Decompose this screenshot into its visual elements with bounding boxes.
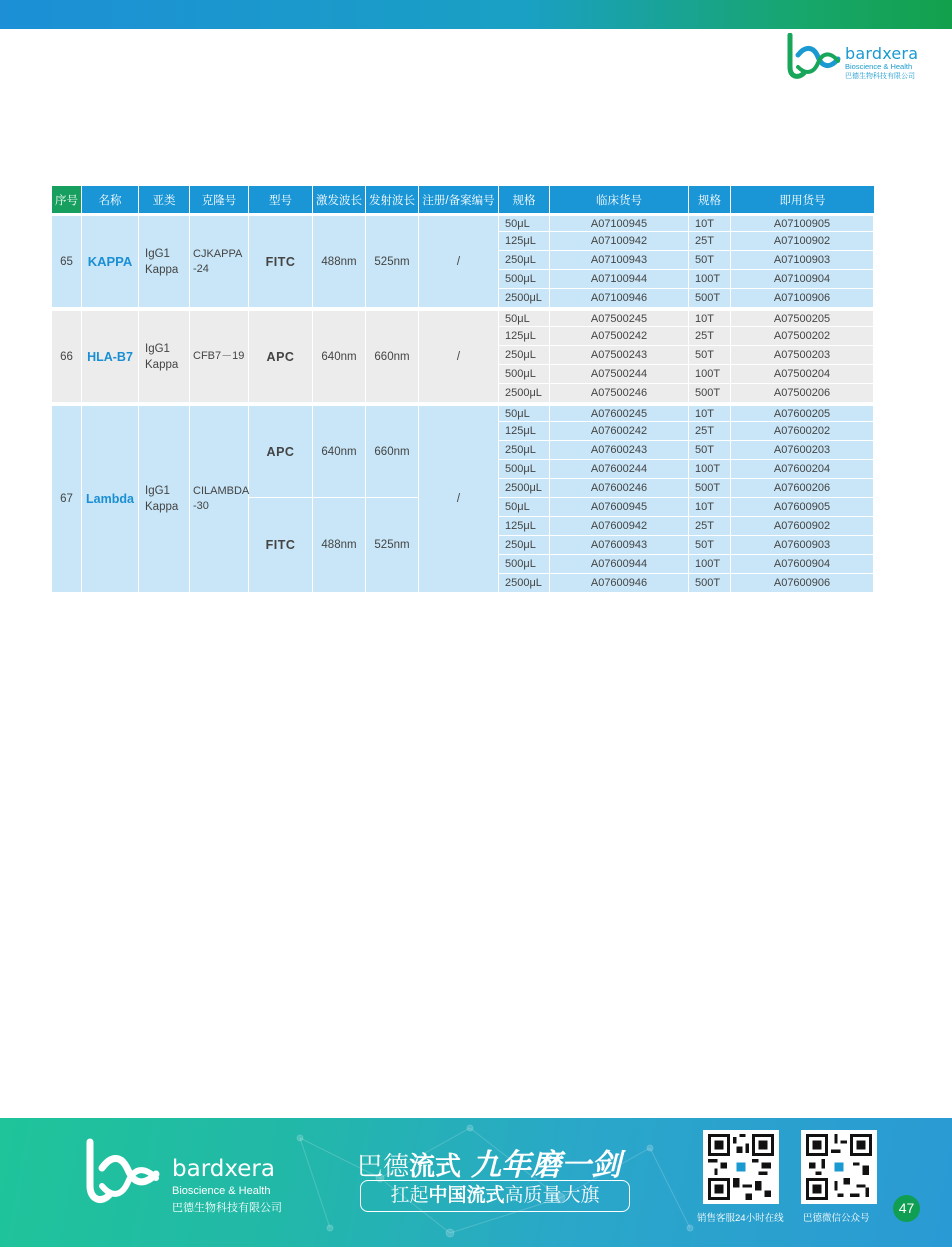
clinical-catalog-number: A07500243 <box>550 346 689 365</box>
clinical-spec: 250μL <box>499 251 550 270</box>
clinical-catalog-number: A07600243 <box>550 441 689 460</box>
table-row <box>52 308 874 327</box>
ready-spec: 100T <box>689 270 731 289</box>
fluorochrome: APC <box>249 403 313 498</box>
header-brand-sub-en: Bioscience & Health <box>845 62 913 71</box>
product-table <box>52 186 874 593</box>
clinical-catalog-number: A07500245 <box>550 308 689 327</box>
ready-catalog-number: A07100904 <box>731 270 874 289</box>
product-name: HLA-B7 <box>82 308 139 403</box>
table-header-row <box>52 186 874 213</box>
fluorochrome: FITC <box>249 213 313 308</box>
ready-catalog-number: A07500205 <box>731 308 874 327</box>
ready-spec: 10T <box>689 213 731 232</box>
product-name: Lambda <box>82 403 139 593</box>
col-header: 克隆号 <box>190 186 249 213</box>
col-header: 序号 <box>52 186 82 213</box>
col-header: 激发波长 <box>313 186 366 213</box>
clinical-spec: 50μL <box>499 498 550 517</box>
product-number: 66 <box>52 308 82 403</box>
excitation-wavelength: 640nm <box>313 308 366 403</box>
col-header: 名称 <box>82 186 139 213</box>
ready-catalog-number: A07500204 <box>731 365 874 384</box>
ready-catalog-number: A07500206 <box>731 384 874 403</box>
ready-spec: 50T <box>689 536 731 555</box>
clinical-catalog-number: A07600946 <box>550 574 689 593</box>
ready-spec: 10T <box>689 403 731 422</box>
ready-spec: 100T <box>689 460 731 479</box>
clinical-spec: 50μL <box>499 403 550 422</box>
product-subclass: IgG1 Kappa <box>139 213 190 308</box>
clinical-spec: 125μL <box>499 232 550 251</box>
clinical-spec: 500μL <box>499 270 550 289</box>
ready-spec: 50T <box>689 346 731 365</box>
registration-number: / <box>419 403 499 593</box>
ready-catalog-number: A07100903 <box>731 251 874 270</box>
ready-spec: 10T <box>689 308 731 327</box>
clinical-spec: 2500μL <box>499 384 550 403</box>
clinical-catalog-number: A07100942 <box>550 232 689 251</box>
clinical-catalog-number: A07600245 <box>550 403 689 422</box>
excitation-wavelength: 488nm <box>313 498 366 593</box>
ready-catalog-number: A07100902 <box>731 232 874 251</box>
registration-number: / <box>419 213 499 308</box>
clinical-spec: 50μL <box>499 213 550 232</box>
ready-spec: 500T <box>689 479 731 498</box>
footer-slogan: 巴德流式 九年磨一剑 <box>357 1148 622 1183</box>
clinical-spec: 2500μL <box>499 574 550 593</box>
ready-spec: 100T <box>689 555 731 574</box>
clinical-spec: 500μL <box>499 365 550 384</box>
ready-catalog-number: A07600202 <box>731 422 874 441</box>
wechat-qr-code <box>801 1130 877 1204</box>
ready-catalog-number: A07100905 <box>731 213 874 232</box>
clinical-spec: 250μL <box>499 346 550 365</box>
bardxera-logo-icon <box>786 33 842 81</box>
header-logo <box>786 33 926 81</box>
clinical-catalog-number: A07600945 <box>550 498 689 517</box>
clinical-spec: 125μL <box>499 517 550 536</box>
emission-wavelength: 660nm <box>366 308 419 403</box>
ready-spec: 500T <box>689 289 731 308</box>
clinical-catalog-number: A07600944 <box>550 555 689 574</box>
clinical-spec: 2500μL <box>499 479 550 498</box>
ready-spec: 500T <box>689 574 731 593</box>
ready-spec: 10T <box>689 498 731 517</box>
clinical-spec: 125μL <box>499 327 550 346</box>
emission-wavelength: 660nm <box>366 403 419 498</box>
ready-spec: 500T <box>689 384 731 403</box>
ready-catalog-number: A07600905 <box>731 498 874 517</box>
header-brand-sub-cn: 巴德生物科技有限公司 <box>845 73 915 80</box>
ready-spec: 50T <box>689 441 731 460</box>
clinical-catalog-number: A07500246 <box>550 384 689 403</box>
footer-banner <box>0 1118 952 1247</box>
ready-spec: 50T <box>689 251 731 270</box>
page-number: 47 <box>893 1195 920 1222</box>
ready-catalog-number: A07500202 <box>731 327 874 346</box>
col-header: 规格 <box>689 186 731 213</box>
clinical-catalog-number: A07100946 <box>550 289 689 308</box>
col-header: 注册/备案编号 <box>419 186 499 213</box>
clinical-catalog-number: A07100944 <box>550 270 689 289</box>
ready-catalog-number: A07600205 <box>731 403 874 422</box>
ready-catalog-number: A07600902 <box>731 517 874 536</box>
header-brand-name: bardxera <box>845 44 919 63</box>
table-row <box>52 213 874 232</box>
clinical-spec: 250μL <box>499 536 550 555</box>
product-subclass: IgG1 Kappa <box>139 308 190 403</box>
clinical-catalog-number: A07600242 <box>550 422 689 441</box>
product-number: 65 <box>52 213 82 308</box>
top-banner-bar <box>0 0 952 29</box>
footer-slogan-box: 扛起中国流式高质量大旗 <box>360 1180 630 1212</box>
product-subclass: IgG1 Kappa <box>139 403 190 593</box>
col-header: 发射波长 <box>366 186 419 213</box>
product-number: 67 <box>52 403 82 593</box>
footer-brand-name: bardxera <box>172 1156 275 1182</box>
col-header: 型号 <box>249 186 313 213</box>
clinical-catalog-number: A07600942 <box>550 517 689 536</box>
fluorochrome: APC <box>249 308 313 403</box>
ready-catalog-number: A07500203 <box>731 346 874 365</box>
excitation-wavelength: 640nm <box>313 403 366 498</box>
ready-catalog-number: A07100906 <box>731 289 874 308</box>
excitation-wavelength: 488nm <box>313 213 366 308</box>
ready-spec: 100T <box>689 365 731 384</box>
ready-catalog-number: A07600906 <box>731 574 874 593</box>
col-header: 临床货号 <box>550 186 689 213</box>
clinical-spec: 500μL <box>499 460 550 479</box>
ready-catalog-number: A07600203 <box>731 441 874 460</box>
sales-qr-code <box>703 1130 779 1204</box>
product-clone: CJKAPPA -24 <box>190 213 249 308</box>
ready-spec: 25T <box>689 232 731 251</box>
ready-spec: 25T <box>689 327 731 346</box>
clinical-spec: 50μL <box>499 308 550 327</box>
wechat-qr-label: 巴德微信公众号 <box>803 1213 870 1224</box>
ready-catalog-number: A07600904 <box>731 555 874 574</box>
emission-wavelength: 525nm <box>366 213 419 308</box>
clinical-catalog-number: A07600943 <box>550 536 689 555</box>
fluorochrome: FITC <box>249 498 313 593</box>
sales-qr-label: 销售客服24小时在线 <box>697 1213 784 1224</box>
clinical-spec: 500μL <box>499 555 550 574</box>
footer-brand-sub-cn: 巴德生物科技有限公司 <box>172 1202 282 1214</box>
registration-number: / <box>419 308 499 403</box>
product-clone: CILAMBDA -30 <box>190 403 249 593</box>
clinical-catalog-number: A07600244 <box>550 460 689 479</box>
clinical-catalog-number: A07100945 <box>550 213 689 232</box>
col-header: 亚类 <box>139 186 190 213</box>
clinical-catalog-number: A07500244 <box>550 365 689 384</box>
footer-brand-sub-en: Bioscience & Health <box>172 1185 271 1197</box>
ready-spec: 25T <box>689 422 731 441</box>
table-row <box>52 403 874 422</box>
emission-wavelength: 525nm <box>366 498 419 593</box>
clinical-spec: 2500μL <box>499 289 550 308</box>
ready-catalog-number: A07600206 <box>731 479 874 498</box>
col-header: 规格 <box>499 186 550 213</box>
clinical-spec: 125μL <box>499 422 550 441</box>
clinical-catalog-number: A07500242 <box>550 327 689 346</box>
ready-catalog-number: A07600903 <box>731 536 874 555</box>
clinical-spec: 250μL <box>499 441 550 460</box>
ready-catalog-number: A07600204 <box>731 460 874 479</box>
product-clone: CFB7－19 <box>190 308 249 403</box>
col-header: 即用货号 <box>731 186 874 213</box>
clinical-catalog-number: A07100943 <box>550 251 689 270</box>
clinical-catalog-number: A07600246 <box>550 479 689 498</box>
ready-spec: 25T <box>689 517 731 536</box>
product-name: KAPPA <box>82 213 139 308</box>
